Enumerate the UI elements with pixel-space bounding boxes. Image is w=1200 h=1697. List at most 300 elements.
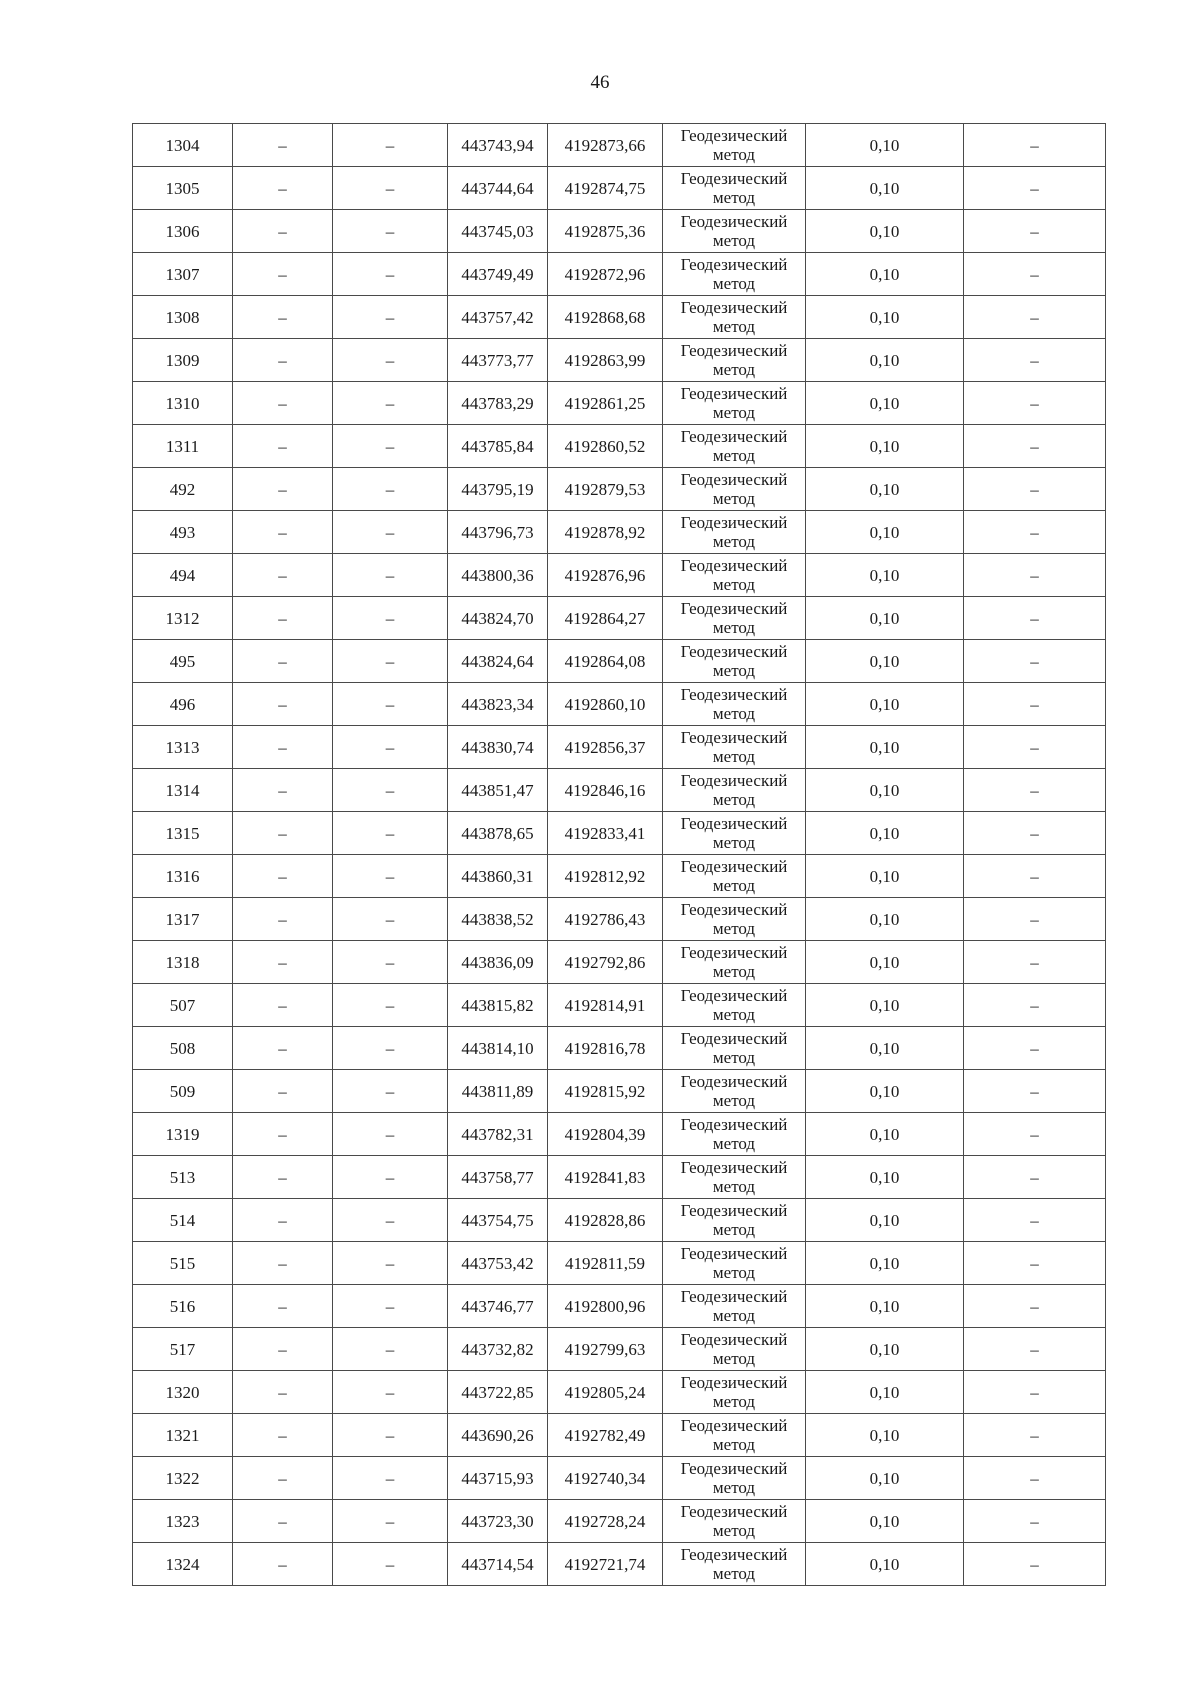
method-cell (663, 1371, 806, 1414)
empty-value-cell: – (333, 382, 448, 425)
method-line: метод (712, 317, 756, 336)
empty-value-cell: – (233, 1199, 333, 1242)
coordinate-x-cell: 443824,70 (448, 597, 548, 640)
note-cell: – (964, 640, 1106, 683)
coordinate-x-cell: 443860,31 (448, 855, 548, 898)
coordinate-y-cell: 4192816,78 (548, 1027, 663, 1070)
table-row (133, 1328, 1106, 1371)
method-line: метод (712, 575, 756, 594)
note-cell: – (964, 769, 1106, 812)
note-cell: – (964, 296, 1106, 339)
accuracy-cell: 0,10 (806, 1371, 964, 1414)
coordinate-x-cell: 443753,42 (448, 1242, 548, 1285)
empty-value-cell: – (333, 984, 448, 1027)
empty-value-cell: – (333, 124, 448, 167)
method-line: Геодезический (680, 341, 788, 360)
empty-value-cell: – (233, 1113, 333, 1156)
coordinate-y-cell: 4192799,63 (548, 1328, 663, 1371)
method-cell (663, 167, 806, 210)
accuracy-cell: 0,10 (806, 1328, 964, 1371)
empty-value-cell: – (333, 1199, 448, 1242)
method-line: метод (712, 1521, 756, 1540)
coordinate-x-cell: 443743,94 (448, 124, 548, 167)
method-line: Геодезический (680, 470, 788, 489)
coordinate-y-cell: 4192841,83 (548, 1156, 663, 1199)
empty-value-cell: – (333, 339, 448, 382)
method-line: метод (712, 532, 756, 551)
method-cell (663, 726, 806, 769)
coordinate-y-cell: 4192812,92 (548, 855, 663, 898)
coordinate-x-cell: 443838,52 (448, 898, 548, 941)
empty-value-cell: – (333, 1328, 448, 1371)
note-cell: – (964, 339, 1106, 382)
table-row (133, 296, 1106, 339)
point-number-cell: 1314 (133, 769, 233, 812)
empty-value-cell: – (333, 1070, 448, 1113)
accuracy-cell: 0,10 (806, 683, 964, 726)
table-row (133, 984, 1106, 1027)
accuracy-cell: 0,10 (806, 425, 964, 468)
accuracy-cell: 0,10 (806, 898, 964, 941)
empty-value-cell: – (233, 296, 333, 339)
table-row (133, 339, 1106, 382)
coordinate-x-cell: 443782,31 (448, 1113, 548, 1156)
method-line: Геодезический (680, 556, 788, 575)
accuracy-cell: 0,10 (806, 210, 964, 253)
method-cell (663, 812, 806, 855)
empty-value-cell: – (333, 1371, 448, 1414)
empty-value-cell: – (233, 1027, 333, 1070)
point-number-cell: 513 (133, 1156, 233, 1199)
coordinate-x-cell: 443836,09 (448, 941, 548, 984)
note-cell: – (964, 597, 1106, 640)
method-line: Геодезический (680, 1459, 788, 1478)
accuracy-cell: 0,10 (806, 468, 964, 511)
empty-value-cell: – (233, 898, 333, 941)
empty-value-cell: – (333, 1113, 448, 1156)
accuracy-cell: 0,10 (806, 1457, 964, 1500)
coordinate-x-cell: 443714,54 (448, 1543, 548, 1586)
table-row (133, 1500, 1106, 1543)
method-line: метод (712, 833, 756, 852)
coordinate-y-cell: 4192811,59 (548, 1242, 663, 1285)
empty-value-cell: – (233, 210, 333, 253)
empty-value-cell: – (333, 554, 448, 597)
coordinate-y-cell: 4192861,25 (548, 382, 663, 425)
method-line: метод (712, 618, 756, 637)
empty-value-cell: – (233, 1543, 333, 1586)
note-cell: – (964, 1457, 1106, 1500)
table-row (133, 769, 1106, 812)
empty-value-cell: – (233, 1285, 333, 1328)
accuracy-cell: 0,10 (806, 554, 964, 597)
accuracy-cell: 0,10 (806, 253, 964, 296)
point-number-cell: 1321 (133, 1414, 233, 1457)
point-number-cell: 1304 (133, 124, 233, 167)
coordinate-y-cell: 4192879,53 (548, 468, 663, 511)
method-line: Геодезический (680, 1201, 788, 1220)
empty-value-cell: – (333, 855, 448, 898)
point-number-cell: 1319 (133, 1113, 233, 1156)
coordinate-y-cell: 4192786,43 (548, 898, 663, 941)
point-number-cell: 1308 (133, 296, 233, 339)
method-line: Геодезический (680, 1029, 788, 1048)
accuracy-cell: 0,10 (806, 941, 964, 984)
empty-value-cell: – (333, 597, 448, 640)
point-number-cell: 1312 (133, 597, 233, 640)
point-number-cell: 507 (133, 984, 233, 1027)
point-number-cell: 1317 (133, 898, 233, 941)
coordinate-x-cell: 443690,26 (448, 1414, 548, 1457)
table-row (133, 1156, 1106, 1199)
coordinate-x-cell: 443851,47 (448, 769, 548, 812)
method-line: Геодезический (680, 298, 788, 317)
method-cell (663, 1414, 806, 1457)
method-cell (663, 1070, 806, 1113)
note-cell: – (964, 941, 1106, 984)
accuracy-cell: 0,10 (806, 1199, 964, 1242)
method-line: Геодезический (680, 1158, 788, 1177)
coordinate-y-cell: 4192814,91 (548, 984, 663, 1027)
empty-value-cell: – (233, 812, 333, 855)
table-row (133, 597, 1106, 640)
accuracy-cell: 0,10 (806, 855, 964, 898)
point-number-cell: 1311 (133, 425, 233, 468)
method-line: Геодезический (680, 599, 788, 618)
method-line: метод (712, 1478, 756, 1497)
method-line: Геодезический (680, 1545, 788, 1564)
coordinate-y-cell: 4192860,10 (548, 683, 663, 726)
coordinate-x-cell: 443824,64 (448, 640, 548, 683)
table-row (133, 382, 1106, 425)
accuracy-cell: 0,10 (806, 1414, 964, 1457)
method-cell (663, 984, 806, 1027)
table-row (133, 855, 1106, 898)
empty-value-cell: – (233, 554, 333, 597)
point-number-cell: 496 (133, 683, 233, 726)
empty-value-cell: – (333, 425, 448, 468)
empty-value-cell: – (333, 683, 448, 726)
table-row (133, 1242, 1106, 1285)
coordinate-x-cell: 443878,65 (448, 812, 548, 855)
method-line: Геодезический (680, 1330, 788, 1349)
coordinates-table-body (133, 124, 1106, 1586)
coordinate-y-cell: 4192800,96 (548, 1285, 663, 1328)
method-cell (663, 1285, 806, 1328)
note-cell: – (964, 511, 1106, 554)
coordinate-x-cell: 443715,93 (448, 1457, 548, 1500)
empty-value-cell: – (233, 640, 333, 683)
coordinate-y-cell: 4192864,08 (548, 640, 663, 683)
table-row (133, 210, 1106, 253)
method-line: Геодезический (680, 255, 788, 274)
method-cell (663, 296, 806, 339)
note-cell: – (964, 984, 1106, 1027)
method-line: Геодезический (680, 427, 788, 446)
method-line: Геодезический (680, 814, 788, 833)
empty-value-cell: – (233, 253, 333, 296)
point-number-cell: 495 (133, 640, 233, 683)
accuracy-cell: 0,10 (806, 984, 964, 1027)
point-number-cell: 1310 (133, 382, 233, 425)
empty-value-cell: – (333, 1500, 448, 1543)
table-row (133, 1414, 1106, 1457)
coordinate-x-cell: 443744,64 (448, 167, 548, 210)
method-cell (663, 382, 806, 425)
accuracy-cell: 0,10 (806, 597, 964, 640)
method-line: метод (712, 1005, 756, 1024)
method-line: метод (712, 1263, 756, 1282)
method-cell (663, 1199, 806, 1242)
note-cell: – (964, 1113, 1106, 1156)
note-cell: – (964, 124, 1106, 167)
empty-value-cell: – (333, 468, 448, 511)
empty-value-cell: – (333, 167, 448, 210)
empty-value-cell: – (233, 1414, 333, 1457)
note-cell: – (964, 253, 1106, 296)
point-number-cell: 1320 (133, 1371, 233, 1414)
empty-value-cell: – (333, 941, 448, 984)
method-cell (663, 855, 806, 898)
method-cell (663, 554, 806, 597)
note-cell: – (964, 468, 1106, 511)
accuracy-cell: 0,10 (806, 382, 964, 425)
empty-value-cell: – (233, 597, 333, 640)
empty-value-cell: – (333, 726, 448, 769)
point-number-cell: 1306 (133, 210, 233, 253)
coordinate-y-cell: 4192856,37 (548, 726, 663, 769)
point-number-cell: 516 (133, 1285, 233, 1328)
method-line: Геодезический (680, 1502, 788, 1521)
empty-value-cell: – (233, 425, 333, 468)
note-cell: – (964, 898, 1106, 941)
empty-value-cell: – (333, 296, 448, 339)
note-cell: – (964, 554, 1106, 597)
point-number-cell: 508 (133, 1027, 233, 1070)
empty-value-cell: – (333, 640, 448, 683)
empty-value-cell: – (233, 1500, 333, 1543)
point-number-cell: 1318 (133, 941, 233, 984)
empty-value-cell: – (233, 511, 333, 554)
accuracy-cell: 0,10 (806, 812, 964, 855)
empty-value-cell: – (333, 511, 448, 554)
method-line: метод (712, 1349, 756, 1368)
method-line: Геодезический (680, 685, 788, 704)
method-line: Геодезический (680, 986, 788, 1005)
empty-value-cell: – (233, 1328, 333, 1371)
table-row (133, 1113, 1106, 1156)
coordinate-x-cell: 443811,89 (448, 1070, 548, 1113)
method-cell (663, 1156, 806, 1199)
method-line: метод (712, 403, 756, 422)
point-number-cell: 493 (133, 511, 233, 554)
table-row (133, 683, 1106, 726)
accuracy-cell: 0,10 (806, 769, 964, 812)
accuracy-cell: 0,10 (806, 339, 964, 382)
method-line: Геодезический (680, 384, 788, 403)
table-row (133, 425, 1106, 468)
coordinate-x-cell: 443796,73 (448, 511, 548, 554)
note-cell: – (964, 1500, 1106, 1543)
note-cell: – (964, 1414, 1106, 1457)
accuracy-cell: 0,10 (806, 167, 964, 210)
point-number-cell: 1322 (133, 1457, 233, 1500)
coordinate-y-cell: 4192868,68 (548, 296, 663, 339)
method-line: метод (712, 1177, 756, 1196)
table-row (133, 511, 1106, 554)
method-line: метод (712, 1091, 756, 1110)
method-line: Геодезический (680, 513, 788, 532)
point-number-cell: 492 (133, 468, 233, 511)
coordinate-x-cell: 443723,30 (448, 1500, 548, 1543)
empty-value-cell: – (333, 210, 448, 253)
method-line: метод (712, 1392, 756, 1411)
note-cell: – (964, 1199, 1106, 1242)
coordinate-x-cell: 443830,74 (448, 726, 548, 769)
coordinate-y-cell: 4192872,96 (548, 253, 663, 296)
coordinate-x-cell: 443785,84 (448, 425, 548, 468)
coordinate-y-cell: 4192805,24 (548, 1371, 663, 1414)
note-cell: – (964, 1543, 1106, 1586)
coordinate-x-cell: 443732,82 (448, 1328, 548, 1371)
empty-value-cell: – (233, 1242, 333, 1285)
point-number-cell: 1305 (133, 167, 233, 210)
empty-value-cell: – (333, 1156, 448, 1199)
point-number-cell: 515 (133, 1242, 233, 1285)
empty-value-cell: – (233, 855, 333, 898)
note-cell: – (964, 167, 1106, 210)
method-line: метод (712, 446, 756, 465)
point-number-cell: 494 (133, 554, 233, 597)
table-row (133, 1457, 1106, 1500)
method-line: Геодезический (680, 857, 788, 876)
note-cell: – (964, 1027, 1106, 1070)
table-row (133, 1199, 1106, 1242)
accuracy-cell: 0,10 (806, 1156, 964, 1199)
coordinate-x-cell: 443783,29 (448, 382, 548, 425)
coordinate-y-cell: 4192876,96 (548, 554, 663, 597)
method-line: Геодезический (680, 943, 788, 962)
table-row (133, 726, 1106, 769)
empty-value-cell: – (233, 683, 333, 726)
coordinate-y-cell: 4192864,27 (548, 597, 663, 640)
method-line: метод (712, 1435, 756, 1454)
empty-value-cell: – (233, 167, 333, 210)
method-line: Геодезический (680, 212, 788, 231)
empty-value-cell: – (233, 726, 333, 769)
method-line: Геодезический (680, 728, 788, 747)
method-line: Геодезический (680, 771, 788, 790)
note-cell: – (964, 210, 1106, 253)
method-cell (663, 124, 806, 167)
coordinate-x-cell: 443758,77 (448, 1156, 548, 1199)
coordinate-x-cell: 443795,19 (448, 468, 548, 511)
point-number-cell: 517 (133, 1328, 233, 1371)
accuracy-cell: 0,10 (806, 726, 964, 769)
coordinate-x-cell: 443815,82 (448, 984, 548, 1027)
accuracy-cell: 0,10 (806, 511, 964, 554)
point-number-cell: 1324 (133, 1543, 233, 1586)
method-line: Геодезический (680, 1287, 788, 1306)
note-cell: – (964, 812, 1106, 855)
coordinate-y-cell: 4192833,41 (548, 812, 663, 855)
table-row (133, 1543, 1106, 1586)
note-cell: – (964, 382, 1106, 425)
empty-value-cell: – (333, 1457, 448, 1500)
point-number-cell: 1315 (133, 812, 233, 855)
method-line: Геодезический (680, 642, 788, 661)
empty-value-cell: – (233, 382, 333, 425)
empty-value-cell: – (233, 1156, 333, 1199)
method-line: Геодезический (680, 1416, 788, 1435)
method-line: метод (712, 360, 756, 379)
method-line: Геодезический (680, 1244, 788, 1263)
empty-value-cell: – (233, 941, 333, 984)
empty-value-cell: – (233, 1457, 333, 1500)
coordinate-x-cell: 443757,42 (448, 296, 548, 339)
method-line: метод (712, 1134, 756, 1153)
method-line: метод (712, 1306, 756, 1325)
note-cell: – (964, 683, 1106, 726)
method-cell (663, 898, 806, 941)
empty-value-cell: – (233, 1371, 333, 1414)
empty-value-cell: – (333, 898, 448, 941)
coordinate-x-cell: 443745,03 (448, 210, 548, 253)
table-row (133, 812, 1106, 855)
accuracy-cell: 0,10 (806, 1500, 964, 1543)
accuracy-cell: 0,10 (806, 1113, 964, 1156)
coordinate-x-cell: 443773,77 (448, 339, 548, 382)
method-line: метод (712, 876, 756, 895)
empty-value-cell: – (333, 769, 448, 812)
coordinate-y-cell: 4192846,16 (548, 769, 663, 812)
coordinate-y-cell: 4192815,92 (548, 1070, 663, 1113)
coordinate-y-cell: 4192873,66 (548, 124, 663, 167)
method-line: Геодезический (680, 1115, 788, 1134)
empty-value-cell: – (233, 339, 333, 382)
table-row (133, 253, 1106, 296)
coordinate-x-cell: 443800,36 (448, 554, 548, 597)
table-row (133, 640, 1106, 683)
method-line: метод (712, 790, 756, 809)
coordinate-y-cell: 4192728,24 (548, 1500, 663, 1543)
point-number-cell: 1316 (133, 855, 233, 898)
table-row (133, 898, 1106, 941)
page-number: 46 (590, 72, 610, 93)
empty-value-cell: – (233, 124, 333, 167)
accuracy-cell: 0,10 (806, 1027, 964, 1070)
coordinate-y-cell: 4192828,86 (548, 1199, 663, 1242)
table-row (133, 124, 1106, 167)
method-cell (663, 425, 806, 468)
method-line: метод (712, 274, 756, 293)
empty-value-cell: – (333, 812, 448, 855)
coordinate-y-cell: 4192878,92 (548, 511, 663, 554)
method-cell (663, 468, 806, 511)
empty-value-cell: – (333, 1414, 448, 1457)
method-cell (663, 941, 806, 984)
note-cell: – (964, 425, 1106, 468)
accuracy-cell: 0,10 (806, 296, 964, 339)
coordinate-x-cell: 443814,10 (448, 1027, 548, 1070)
method-cell (663, 1328, 806, 1371)
method-cell (663, 769, 806, 812)
accuracy-cell: 0,10 (806, 1242, 964, 1285)
method-line: Геодезический (680, 1373, 788, 1392)
note-cell: – (964, 1242, 1106, 1285)
empty-value-cell: – (333, 1285, 448, 1328)
method-cell (663, 1457, 806, 1500)
